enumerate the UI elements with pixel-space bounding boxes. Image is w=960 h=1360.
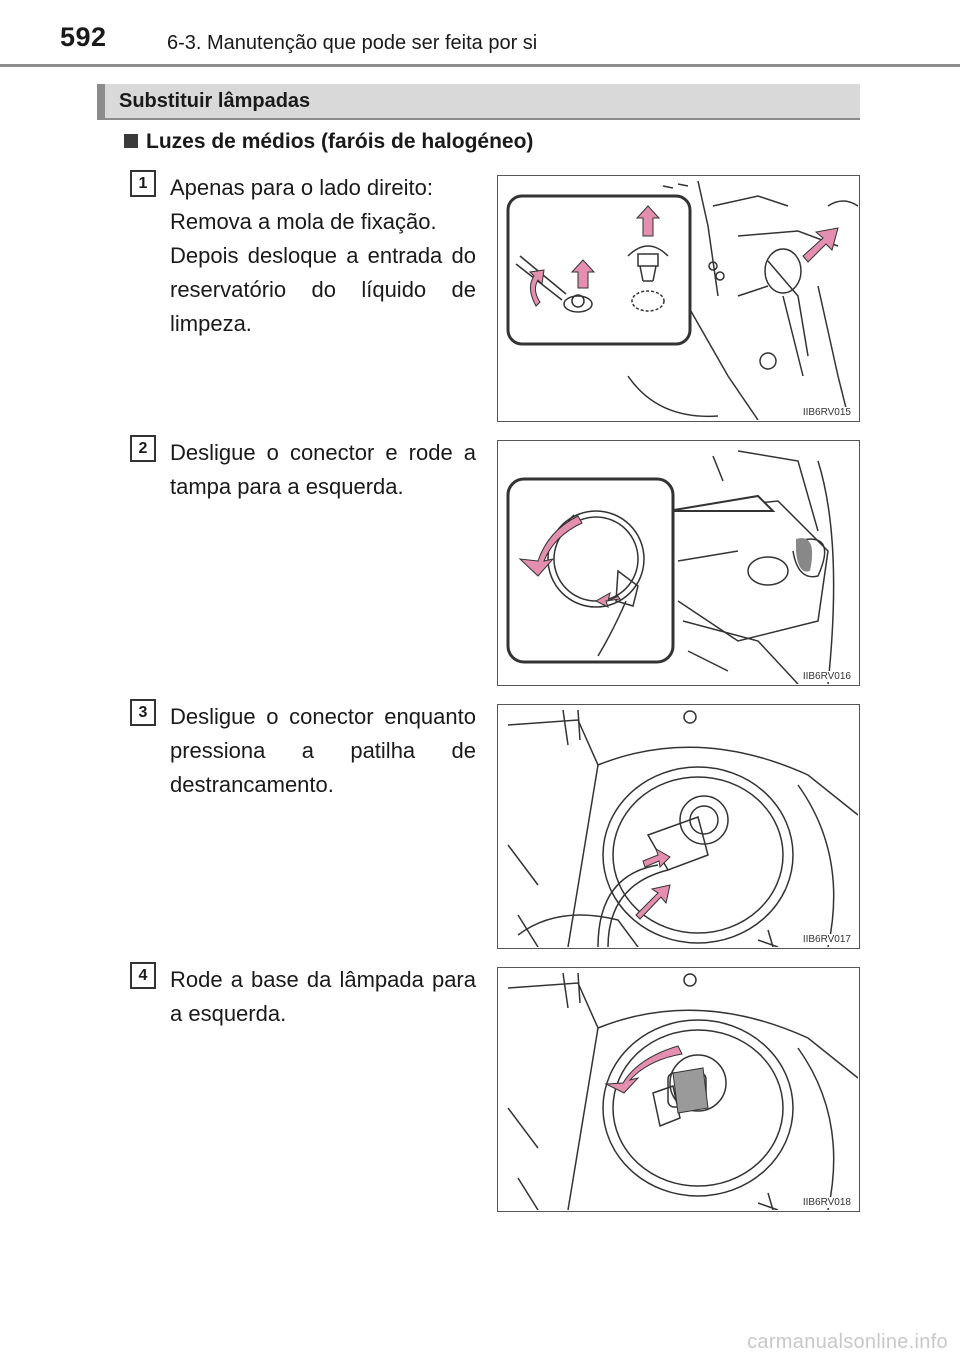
step-text-3 <box>170 700 476 802</box>
step-text-2 <box>170 436 476 504</box>
square-bullet-icon <box>124 134 138 148</box>
subheading-text: Luzes de médios (faróis de halogéneo) <box>146 130 534 153</box>
figure-step-3 <box>497 704 860 949</box>
step-2-line-1: Desligue o conector e rode a tampa para a esquerda. <box>170 440 476 499</box>
watermark: carmanualsonline.info <box>747 1331 948 1353</box>
figure-code-1: IIB6RV015 <box>802 407 851 418</box>
step-4-line-1: Rode a base da lâmpada para a esquerda. <box>170 967 476 1026</box>
figure-step-4 <box>497 967 860 1212</box>
step-1-line-3: Depois desloque a entrada do reservatório do líquido de limpeza. <box>170 243 476 336</box>
subheading <box>124 130 533 154</box>
figure-code-3: IIB6RV017 <box>802 934 851 945</box>
step-badge-3: 3 <box>130 699 156 726</box>
figure-step-2 <box>497 440 860 686</box>
step-badge-2: 2 <box>130 435 156 462</box>
step-3-line-1: Desligue o conector enquanto pressiona a patilha de destrancamento. <box>170 704 476 797</box>
figure-code-4: IIB6RV018 <box>802 1197 851 1208</box>
step-1-line-2: Remova a mola de fixação. <box>170 209 437 234</box>
page-number: 592 <box>60 22 107 52</box>
figure-step-1 <box>497 175 860 422</box>
figure-code-2: IIB6RV016 <box>802 671 851 682</box>
step-1-line-1: Apenas para o lado direito: <box>170 175 433 200</box>
step-badge-1: 1 <box>130 170 156 197</box>
header-rule <box>0 64 960 67</box>
running-head: 6-3. Manutenção que pode ser feita por si <box>167 32 538 54</box>
section-title-bar <box>97 84 860 118</box>
step-badge-4: 4 <box>130 962 156 989</box>
step-text-4 <box>170 963 476 1031</box>
section-title: Substituir lâmpadas <box>119 90 311 112</box>
section-rule <box>97 118 860 120</box>
step-text-1 <box>170 171 476 341</box>
